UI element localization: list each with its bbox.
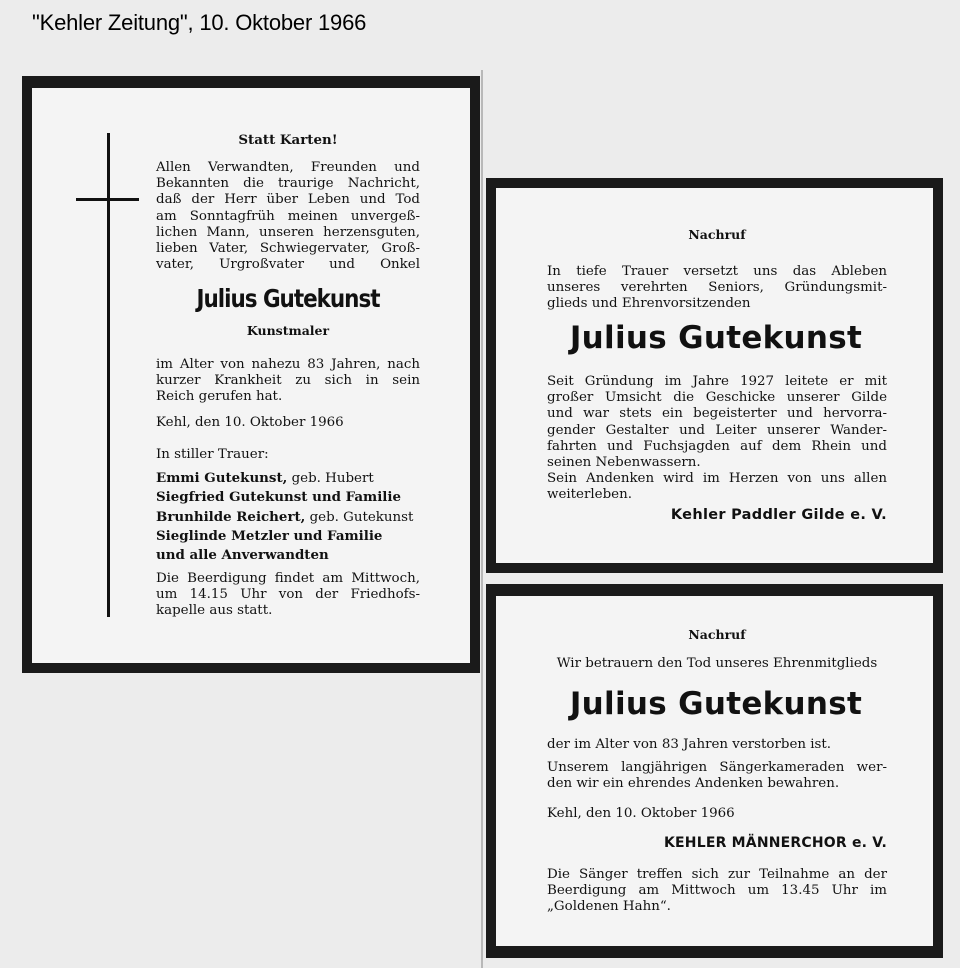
text-line: seinen Nebenwassern. bbox=[547, 455, 701, 471]
notice2-intro bbox=[547, 264, 887, 313]
mourner-line bbox=[156, 546, 420, 565]
text-line: großer Umsicht die Geschicke unserer Gilde bbox=[547, 390, 887, 406]
cross-icon bbox=[107, 133, 110, 617]
text-line: Allen Verwandten, Freunden und bbox=[156, 160, 420, 175]
notice3-age-text: der im Alter von 83 Jahren verstorben ist. bbox=[547, 737, 832, 752]
notice2-heading: Nachruf bbox=[688, 227, 746, 242]
text-line: Die Beerdigung findet am Mittwoch, bbox=[156, 571, 420, 586]
text-line: lieben Vater, Schwiegervater, Groß- bbox=[156, 241, 420, 257]
text-line: Reich gerufen hat. bbox=[156, 389, 283, 405]
notice3-intro: Wir betrauern den Tod unseres Ehrenmitglieds bbox=[556, 656, 878, 671]
text-line: Sein Andenken wird im Herzen von uns allen bbox=[547, 471, 887, 487]
notice1-deceased-name: Julius Gutekunst bbox=[196, 284, 380, 313]
notice1-place-date: Kehl, den 10. Oktober 1966 bbox=[156, 415, 344, 430]
mourner-name: und alle Anverwandten bbox=[156, 547, 329, 564]
mourner-note: geb. Hubert bbox=[287, 471, 374, 486]
text-line: kapelle aus statt. bbox=[156, 603, 273, 619]
notice1-funeral-info bbox=[156, 571, 420, 620]
notice2-deceased-name: Julius Gutekunst bbox=[569, 320, 863, 356]
text-line: gender Gestalter und Leiter unserer Wander- bbox=[547, 422, 887, 438]
text-line: „Goldenen Hahn“. bbox=[547, 899, 671, 915]
text-line: fahrten und Fuchsjagden auf dem Rhein und bbox=[547, 438, 887, 454]
column-rule bbox=[481, 70, 483, 968]
notice3-signature: KEHLER MÄNNERCHOR e. V. bbox=[664, 835, 887, 851]
text-line: am Sonntagfrüh meinen unvergeß- bbox=[156, 208, 420, 224]
mourner-name: Emmi Gutekunst, bbox=[156, 470, 288, 486]
notice1-heading: Statt Karten! bbox=[238, 132, 338, 148]
text-line: und war stets ein begeisterter und hervorra- bbox=[547, 406, 887, 422]
notice3-meeting-info bbox=[547, 867, 887, 916]
notice1-mourners bbox=[156, 469, 420, 565]
text-line: Seit Gründung im Jahre 1927 leitete er mit bbox=[547, 374, 887, 389]
mourner-name: Siegfried Gutekunst und Familie bbox=[156, 489, 401, 506]
notice2-body bbox=[547, 374, 887, 504]
mourner-line bbox=[156, 469, 420, 488]
mourner-line bbox=[156, 508, 420, 527]
text-line: Die Sänger treffen sich zur Teilnahme an der bbox=[547, 867, 887, 882]
cross-icon-bar bbox=[76, 198, 139, 201]
text-line: um 14.15 Uhr von der Friedhofs- bbox=[156, 587, 420, 603]
mourner-line bbox=[156, 488, 420, 507]
text-line: daß der Herr über Leben und Tod bbox=[156, 192, 420, 208]
notice3-body bbox=[547, 760, 887, 792]
notice3-deceased-name: Julius Gutekunst bbox=[569, 686, 863, 722]
text-line: unseres verehrten Seniors, Gründungsmit- bbox=[547, 280, 887, 296]
text-line: kurzer Krankheit zu sich in sein bbox=[156, 373, 420, 389]
text-line: vater, Urgroßvater und Onkel bbox=[156, 257, 420, 273]
mourner-note: geb. Gutekunst bbox=[305, 509, 414, 525]
text-line: im Alter von nahezu 83 Jahren, nach bbox=[156, 357, 420, 372]
text-line: den wir ein ehrendes Andenken bewahren. bbox=[547, 776, 840, 792]
text-line: Bekannten die traurige Nachricht, bbox=[156, 176, 420, 192]
notice3-heading: Nachruf bbox=[688, 627, 746, 642]
text-line: weiterleben. bbox=[547, 487, 632, 503]
notice2-signature: Kehler Paddler Gilde e. V. bbox=[670, 507, 887, 523]
mourner-name: Brunhilde Reichert, bbox=[156, 508, 306, 525]
notice1-profession: Kunstmaler bbox=[246, 323, 330, 338]
notice1-intro bbox=[156, 160, 420, 273]
notice1-age-text bbox=[156, 357, 420, 406]
text-line: lichen Mann, unseren herzensguten, bbox=[156, 224, 420, 240]
text-line: In tiefe Trauer versetzt uns das Ableben bbox=[547, 264, 887, 279]
mourner-name: Sieglinde Metzler und Familie bbox=[156, 527, 383, 544]
text-line: glieds und Ehrenvorsitzenden bbox=[547, 296, 751, 312]
mourner-line bbox=[156, 527, 420, 546]
notice3-place-date: Kehl, den 10. Oktober 1966 bbox=[547, 806, 735, 821]
text-line: Beerdigung am Mittwoch um 13.45 Uhr im bbox=[547, 883, 887, 899]
notice1-mourning-label: In stiller Trauer: bbox=[156, 447, 269, 462]
text-line: Unserem langjährigen Sängerkameraden wer- bbox=[547, 760, 887, 775]
newspaper-caption: "Kehler Zeitung", 10. Oktober 1966 bbox=[32, 10, 367, 35]
